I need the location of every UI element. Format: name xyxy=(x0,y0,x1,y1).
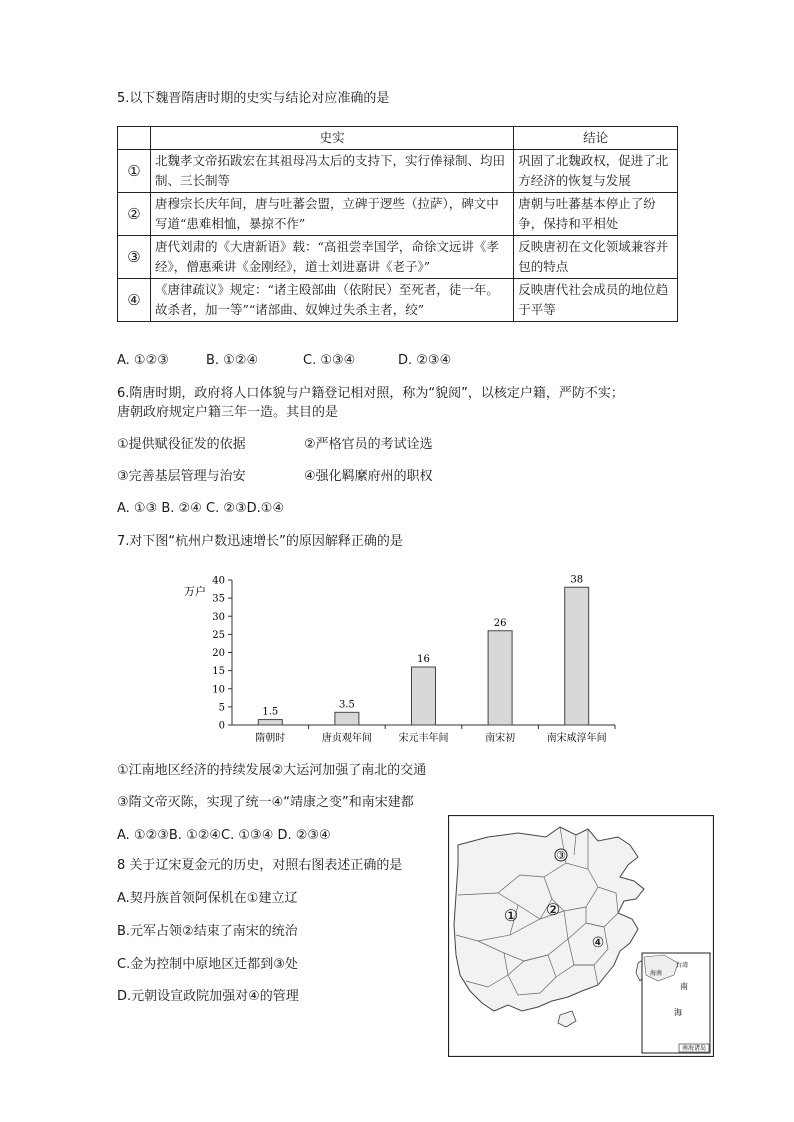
q8-option-a: A.契丹族首领阿保机在①建立辽 xyxy=(117,891,298,906)
q7-items-line1: ①江南地区经济的持续发展②大运河加强了南北的交通 xyxy=(117,763,427,778)
row-conclusion: 反映唐代社会成员的地位趋于平等 xyxy=(514,279,678,322)
table-row xyxy=(118,193,678,236)
x-tick-label: 南宋初 xyxy=(485,733,516,744)
map-label-2: ② xyxy=(545,900,561,919)
chart-ylabel: 万户 xyxy=(184,585,206,598)
q5-option-b: B. ①②④ xyxy=(206,353,259,368)
y-tick-label: 5 xyxy=(218,702,225,714)
inset-label-taiwan: 台湾 xyxy=(676,962,689,969)
q5-header-conclusion: 结论 xyxy=(514,127,678,150)
bar-value-label: 16 xyxy=(417,654,430,665)
inset-label-hai: 海 xyxy=(674,1008,682,1017)
y-tick-label: 25 xyxy=(212,629,225,641)
bar-1 xyxy=(258,720,282,725)
q5-table-header xyxy=(118,127,678,150)
y-tick-label: 15 xyxy=(212,666,225,678)
q5-header-num xyxy=(118,127,151,150)
q6-title-line1: 6.隋唐时期，政府将人口体貌与户籍登记相对照，称为“貌阅”，以核定户籍，严防不实； xyxy=(117,386,624,401)
bar-value-label: 1.5 xyxy=(262,706,279,718)
x-tick-label: 唐贞观年间 xyxy=(321,733,372,744)
q5-option-a: A. ①②③ xyxy=(117,353,169,368)
bar-2 xyxy=(335,712,359,725)
bar-value-label: 26 xyxy=(493,617,507,629)
x-tick-label: 南宋咸淳年间 xyxy=(546,733,607,744)
q7-bar-chart xyxy=(170,570,630,750)
bar-value-label: 3.5 xyxy=(338,699,355,711)
x-tick-label: 隋朝时 xyxy=(255,733,286,744)
row-fact: 唐代刘肃的《大唐新语》载：“高祖尝幸国学，命徐文远讲《孝经》，僧惠乘讲《金刚经》，道士刘进嘉讲《老子》” xyxy=(150,236,513,279)
x-tick-label: 宋元丰年间 xyxy=(398,733,449,744)
table-row xyxy=(118,150,678,193)
map-label-1: ① xyxy=(503,906,519,925)
china-map xyxy=(448,815,714,1057)
q5-table xyxy=(117,126,678,322)
bar-4 xyxy=(488,631,512,725)
row-conclusion: 巩固了北魏政权，促进了北方经济的恢复与发展 xyxy=(514,150,678,193)
y-tick-label: 35 xyxy=(212,593,225,605)
inset-label-hainan: 海南 xyxy=(650,970,663,977)
q6-item-4: ④强化羁縻府州的职权 xyxy=(304,469,433,484)
inset-label-nan: 南 xyxy=(680,982,688,991)
y-tick-label: 10 xyxy=(212,684,225,696)
q8-option-c: C.金为控制中原地区迁都到③处 xyxy=(117,957,298,972)
q6-title-line2: 唐朝政府规定户籍三年一造。其目的是 xyxy=(117,405,339,420)
map-label-3: ③ xyxy=(556,849,566,862)
q7-title: 7.对下图“杭州户数迅速增长”的原因解释正确的是 xyxy=(117,534,403,549)
y-tick-label: 0 xyxy=(218,720,225,732)
row-fact: 《唐律疏议》规定：“诸主殴部曲（依附民）至死者，徒一年。故杀者，加一等”“诸部曲、奴婢过失杀主者，绞” xyxy=(150,279,513,322)
map-label-4: ④ xyxy=(591,935,605,951)
q6-options: A. ①③ B. ②④ C. ②③D.①④ xyxy=(117,501,285,516)
q6-item-1: ①提供赋役征发的依据 xyxy=(117,437,246,452)
row-conclusion: 反映唐初在文化领域兼容并包的特点 xyxy=(514,236,678,279)
q8-option-b: B.元军占领②结束了南宋的统治 xyxy=(117,924,298,939)
row-number: ③ xyxy=(118,236,151,279)
row-conclusion: 唐朝与吐蕃基本停止了纷争，保持和平相处 xyxy=(514,193,678,236)
bar-value-label: 38 xyxy=(570,574,584,586)
q5-option-c: C. ①③④ xyxy=(303,353,356,368)
y-tick-label: 20 xyxy=(212,648,225,659)
q7-items-line2: ③隋文帝灭陈，实现了统一④“靖康之变”和南宋建都 xyxy=(117,795,414,810)
y-tick-label: 40 xyxy=(212,575,225,587)
row-number: ② xyxy=(118,193,151,236)
row-fact: 唐穆宗长庆年间，唐与吐蕃会盟，立碑于逻些（拉萨），碑文中写道“患难相恤，暴掠不作” xyxy=(150,193,513,236)
q8-title: 8 关于辽宋夏金元的历史，对照右图表述正确的是 xyxy=(117,858,403,873)
q7-options: A. ①②③B. ①②④C. ①③④ D. ②③④ xyxy=(117,828,331,843)
row-fact: 北魏孝文帝拓跋宏在其祖母冯太后的支持下，实行俸禄制、均田制、三长制等 xyxy=(150,150,513,193)
q5-header-fact: 史实 xyxy=(150,127,513,150)
inset-caption: 南海诸岛 xyxy=(681,1045,707,1052)
bar-3 xyxy=(412,667,436,725)
q6-item-2: ②严格官员的考试诠选 xyxy=(304,437,433,452)
row-number: ④ xyxy=(118,279,151,322)
bar-5 xyxy=(565,587,589,725)
q5-title: 5.以下魏晋隋唐时期的史实与结论对应准确的是 xyxy=(117,91,390,106)
row-number: ① xyxy=(118,150,151,193)
q6-item-3: ③完善基层管理与治安 xyxy=(117,469,246,484)
y-tick-label: 30 xyxy=(212,611,225,623)
table-row xyxy=(118,279,678,322)
table-row xyxy=(118,236,678,279)
q5-option-d: D. ②③④ xyxy=(398,353,452,368)
q8-option-d: D.元朝设宣政院加强对④的管理 xyxy=(117,989,299,1004)
